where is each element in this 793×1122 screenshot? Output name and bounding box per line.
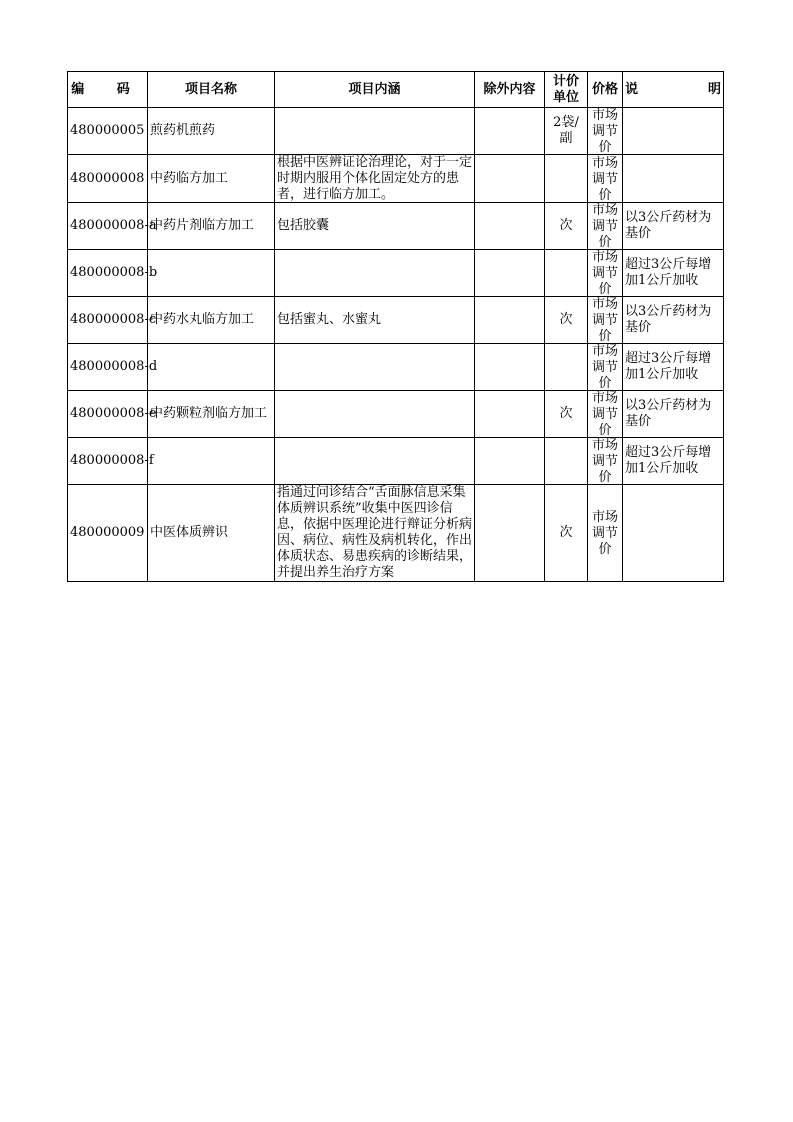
item-price — [588, 250, 623, 297]
header-name: 项目名称 — [148, 72, 275, 108]
table-row — [68, 297, 724, 344]
table-row — [68, 108, 724, 155]
item-excluded — [475, 438, 545, 485]
item-code: 480000008-d — [68, 344, 148, 391]
item-price-text: 市场调节价 — [591, 250, 618, 297]
item-note — [623, 155, 724, 203]
item-name: 中药颗粒剂临方加工 — [148, 391, 275, 438]
item-excluded — [475, 344, 545, 391]
item-code: 480000008-a — [68, 203, 148, 250]
item-content-text: 根据中医辨证论治理论，对于一定时期内服用个体化固定处方的患者，进行临方加工。 — [277, 155, 473, 202]
item-price — [588, 297, 623, 344]
item-unit — [545, 250, 588, 297]
item-price-text: 市场调节价 — [591, 438, 618, 485]
header-code: 编 码 — [68, 72, 148, 108]
item-content — [275, 203, 475, 250]
item-price — [588, 203, 623, 250]
item-price-text: 市场调节价 — [591, 297, 618, 344]
item-content — [275, 250, 475, 297]
item-excluded — [475, 391, 545, 438]
header-excluded: 除外内容 — [475, 72, 545, 108]
item-unit — [545, 155, 588, 203]
item-excluded — [475, 485, 545, 582]
item-content — [275, 155, 475, 203]
item-code: 480000008-b — [68, 250, 148, 297]
item-content-text: 指通过问诊结合“舌面脉信息采集体质辨识系统”收集中医四诊信息，依据中医理论进行辩证分析病因、病位、病性及病机转化，作出体质状态、易患疾病的诊断结果，并提出养生治疗方案 — [277, 485, 473, 580]
item-content — [275, 344, 475, 391]
item-content — [275, 108, 475, 155]
item-price — [588, 344, 623, 391]
table-row — [68, 438, 724, 485]
item-price-text: 市场调节价 — [591, 203, 618, 250]
item-excluded — [475, 250, 545, 297]
item-name: 煎药机煎药 — [148, 108, 275, 155]
item-content-text: 包括蜜丸、水蜜丸 — [277, 312, 382, 327]
item-excluded — [475, 108, 545, 155]
item-name: 中药临方加工 — [148, 155, 275, 203]
header-price: 价格 — [588, 72, 623, 108]
table-row — [68, 250, 724, 297]
item-name — [148, 438, 275, 485]
item-unit — [545, 438, 588, 485]
item-content — [275, 438, 475, 485]
item-price — [588, 155, 623, 203]
item-unit: 次 — [545, 391, 588, 438]
item-name — [148, 250, 275, 297]
item-code: 480000008-c — [68, 297, 148, 344]
item-code: 480000008-e — [68, 391, 148, 438]
item-unit: 次 — [545, 297, 588, 344]
item-price-text: 市场调节价 — [591, 391, 618, 438]
item-note: 以3公斤药材为基价 — [623, 391, 724, 438]
table-row — [68, 344, 724, 391]
item-excluded — [475, 297, 545, 344]
item-note: 超过3公斤每增加1公斤加收 — [623, 438, 724, 485]
item-note: 超过3公斤每增加1公斤加收 — [623, 250, 724, 297]
item-price — [588, 438, 623, 485]
table-row — [68, 391, 724, 438]
item-note — [623, 108, 724, 155]
header-note: 说 明 — [623, 72, 724, 108]
item-name: 中医体质辨识 — [148, 485, 275, 582]
header-content: 项目内涵 — [275, 72, 475, 108]
item-content — [275, 391, 475, 438]
item-name — [148, 344, 275, 391]
fee-schedule-table — [67, 71, 724, 582]
table-row — [68, 203, 724, 250]
item-name: 中药片剂临方加工 — [148, 203, 275, 250]
header-row — [68, 72, 724, 108]
item-code: 480000008 — [68, 155, 148, 203]
item-note: 以3公斤药材为基价 — [623, 297, 724, 344]
item-unit: 次 — [545, 203, 588, 250]
item-name: 中药水丸临方加工 — [148, 297, 275, 344]
item-price-text: 市场调节价 — [591, 155, 618, 203]
item-price — [588, 391, 623, 438]
item-content-text: 包括胶囊 — [277, 218, 330, 233]
header-unit: 计价单位 — [545, 72, 588, 108]
item-price-text: 市场调节价 — [591, 510, 618, 557]
item-excluded — [475, 203, 545, 250]
item-unit: 次 — [545, 485, 588, 582]
item-content — [275, 485, 475, 582]
item-note: 以3公斤药材为基价 — [623, 203, 724, 250]
item-content — [275, 297, 475, 344]
item-unit — [545, 344, 588, 391]
table-row — [68, 155, 724, 203]
item-note: 超过3公斤每增加1公斤加收 — [623, 344, 724, 391]
item-unit: 2袋/副 — [545, 108, 588, 155]
item-code: 480000008-f — [68, 438, 148, 485]
item-excluded — [475, 155, 545, 203]
item-note — [623, 485, 724, 582]
item-code: 480000009 — [68, 485, 148, 582]
item-price-text: 市场调节价 — [591, 108, 618, 155]
item-price-text: 市场调节价 — [591, 344, 618, 391]
item-code: 480000005 — [68, 108, 148, 155]
item-price — [588, 485, 623, 582]
table-row — [68, 485, 724, 582]
item-price — [588, 108, 623, 155]
